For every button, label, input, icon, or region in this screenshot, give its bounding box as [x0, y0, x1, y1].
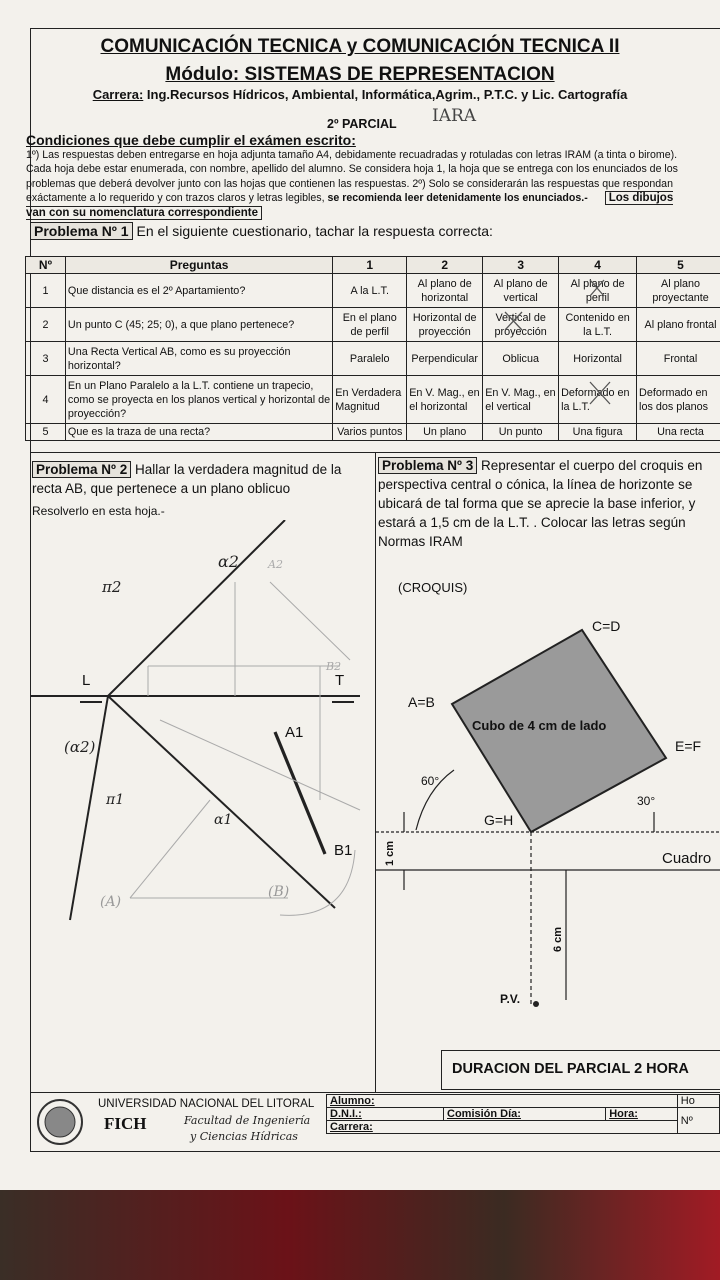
conditions-boxed-note: Los dibujos van con su nomenclatura correspondiente [26, 192, 674, 219]
angle-30-label: 30° [637, 794, 656, 808]
numero-field[interactable]: Nº [677, 1108, 719, 1134]
question: Que distancia es el 2º Apartamiento? [65, 274, 332, 308]
EF-label: E=F [675, 738, 702, 754]
answer-option[interactable]: Un punto [483, 424, 559, 441]
carrera-field[interactable]: Carrera: [327, 1121, 678, 1134]
problem2-statement [32, 460, 368, 498]
answer-option[interactable]: Al plano proyectante [637, 274, 720, 308]
dni-field[interactable]: D.N.I.: [327, 1108, 444, 1121]
answer-option[interactable]: Al plano de horizontal [407, 274, 483, 308]
row-number: 4 [26, 376, 66, 424]
answer-option[interactable]: Paralelo [333, 342, 407, 376]
answer-option[interactable]: Una figura [559, 424, 637, 441]
L-label: L [82, 672, 91, 689]
row-number: 2 [26, 308, 66, 342]
answer-option[interactable]: Oblicua [483, 342, 559, 376]
answer-option-crossed[interactable]: Al plano de perfil [559, 274, 637, 308]
croquis-label: (CROQUIS) [398, 580, 468, 595]
question: Una Recta Vertical AB, como es su proyección horizontal? [65, 342, 332, 376]
B1-label: B1 [334, 842, 353, 859]
exam-title: COMUNICACIÓN TECNICA y COMUNICACIÓN TECNICA II [100, 36, 620, 57]
question: En un Plano Paralelo a la L.T. contiene un trapecio, como se proyecta en los planos vertical y horizontal de proyección? [65, 376, 332, 424]
conditions-bold: se recomienda leer detenidamente los enunciados.- [327, 192, 588, 205]
answer-option[interactable]: Un plano [407, 424, 483, 441]
answer-option[interactable]: Frontal [637, 342, 720, 376]
student-handwritten-name: IARA [432, 106, 477, 126]
alpha2-label: α2 [218, 552, 239, 571]
header-cell: Nº [26, 257, 66, 274]
cuadro-label: Cuadro [662, 850, 712, 867]
answer-option[interactable]: Al plano frontal [637, 308, 720, 342]
answer-option[interactable]: Horizontal [559, 342, 637, 376]
conditions-text: 1º) Las respuestas deben entregarse en hoja adjunta tamaño A4, debidamente recuadradas y rotuladas con letras IRAM (a tinta o birome). Cada hoja debe estar enumerada, con nombre, apellido del alumno. Se considera hoja 1, la hoja que se entrega con los enunciados de los problemas que deberá devolver junto con las hojas que contienen las respuestas. 2º) Solo se considerarán las respuestas que respondan exáctamente a lo requerido y con trazos claros y letras legibles, [26, 148, 678, 205]
problem2-drawing [30, 520, 375, 940]
problem1-tag: Problema Nº 1 [30, 222, 133, 240]
duration-box: DURACION DEL PARCIAL 2 HORA [441, 1050, 720, 1090]
problem1-text: En el siguiente cuestionario, tachar la respuesta correcta: [136, 223, 493, 239]
GH-label: G=H [484, 812, 514, 828]
problem3-text: Representar el cuerpo del croquis en perspectiva central o cónica, la línea de horizonte se ubicará de tal forma que se aprecie la base inferior, y estará a 1,5 cm de la L.T. . Colocar las letras según Normas IRAM [378, 458, 703, 549]
answer-option[interactable]: Varios puntos [333, 424, 407, 441]
cube-label: Cubo de 4 cm de lado [472, 718, 607, 733]
answer-option-crossed[interactable]: Vertical de proyección [483, 308, 559, 342]
T-label: T [335, 672, 345, 689]
header-cell: 2 [407, 257, 483, 274]
problem3-statement [378, 456, 708, 551]
A1-label: A1 [285, 724, 304, 741]
problem2-text: Hallar la verdadera magnitud de la recta AB, que pertenece a un plano oblicuo [32, 462, 342, 496]
student-info-table [326, 1094, 720, 1134]
B2-label: B2 [326, 660, 342, 673]
A-rabatted-label: (A) [100, 894, 122, 910]
header-cell: 5 [637, 257, 720, 274]
answer-cross-marks [0, 0, 720, 460]
row-number: 3 [26, 342, 66, 376]
problem3-tag: Problema Nº 3 [378, 457, 477, 474]
problem3-drawing [376, 600, 720, 1020]
faculty-line2: y Ciencias Hídricas [190, 1130, 298, 1143]
answer-option[interactable]: En el plano de perfil [333, 308, 407, 342]
pi2-label: π2 [102, 578, 122, 596]
answer-option[interactable]: Deformado en los dos planos [637, 376, 720, 424]
problem2-tag: Problema Nº 2 [32, 461, 131, 478]
conditions-heading: Condiciones que debe cumplir el exámen escrito: [26, 132, 356, 148]
hora-field[interactable]: Hora: [606, 1108, 678, 1121]
answer-option[interactable]: En V. Mag., en el vertical [483, 376, 559, 424]
pi1-label: π1 [106, 792, 125, 808]
alpha1-label: α1 [214, 812, 233, 828]
answer-option[interactable]: Al plano de vertical [483, 274, 559, 308]
problem2-note: Resolverlo en esta hoja.- [32, 504, 165, 518]
faculty-line1: Facultad de Ingeniería [184, 1114, 311, 1127]
exam-number: 2º PARCIAL [327, 117, 397, 131]
alpha2-prime-label: (α2) [64, 738, 96, 756]
AB-label: A=B [408, 694, 435, 710]
background-table-surface [0, 1190, 720, 1280]
row-number: 5 [26, 424, 66, 441]
university-name: UNIVERSIDAD NACIONAL DEL LITORAL [98, 1098, 315, 1110]
question: Un punto C (45; 25; 0), a que plano pertenece? [65, 308, 332, 342]
footer-divider [30, 1092, 720, 1093]
answer-option[interactable]: Una recta [637, 424, 720, 441]
answer-option[interactable]: Contenido en la L.T. [559, 308, 637, 342]
hora-header: Ho [677, 1095, 719, 1108]
row-number: 1 [26, 274, 66, 308]
career-text: Ing.Recursos Hídricos, Ambiental, Informática,Agrim., P.T.C. y Lic. Cartografía [146, 87, 628, 102]
header-cell: 4 [559, 257, 637, 274]
header-cell: Preguntas [65, 257, 332, 274]
PV-label: P.V. [500, 992, 521, 1006]
answer-option[interactable]: Horizontal de proyección [407, 308, 483, 342]
answer-option[interactable]: Perpendicular [407, 342, 483, 376]
CD-label: C=D [592, 618, 621, 634]
alumno-field[interactable]: Alumno: [327, 1095, 678, 1108]
comision-field[interactable]: Comisión Día: [444, 1108, 606, 1121]
fich-logo-text: FICH [104, 1114, 147, 1133]
distance-1cm-label: 1 cm [384, 840, 396, 866]
question: Que es la traza de una recta? [65, 424, 332, 441]
module-title: Módulo: SISTEMAS DE REPRESENTACION [165, 64, 555, 85]
answer-option-crossed[interactable]: Deformado en la L.T. [559, 376, 637, 424]
career-label: Carrera: [92, 87, 144, 102]
answer-option[interactable]: En V. Mag., en el horizontal [407, 376, 483, 424]
answer-option[interactable]: En Verdadera Magnitud [333, 376, 407, 424]
answer-option[interactable]: A la L.T. [333, 274, 407, 308]
B-rabatted-label: (B) [268, 884, 290, 900]
A2-label: A2 [268, 558, 283, 571]
angle-60-label: 60° [421, 774, 440, 788]
header-cell: 3 [483, 257, 559, 274]
university-seal-icon [36, 1098, 84, 1146]
distance-6cm-label: 6 cm [552, 926, 564, 952]
header-cell: 1 [333, 257, 407, 274]
